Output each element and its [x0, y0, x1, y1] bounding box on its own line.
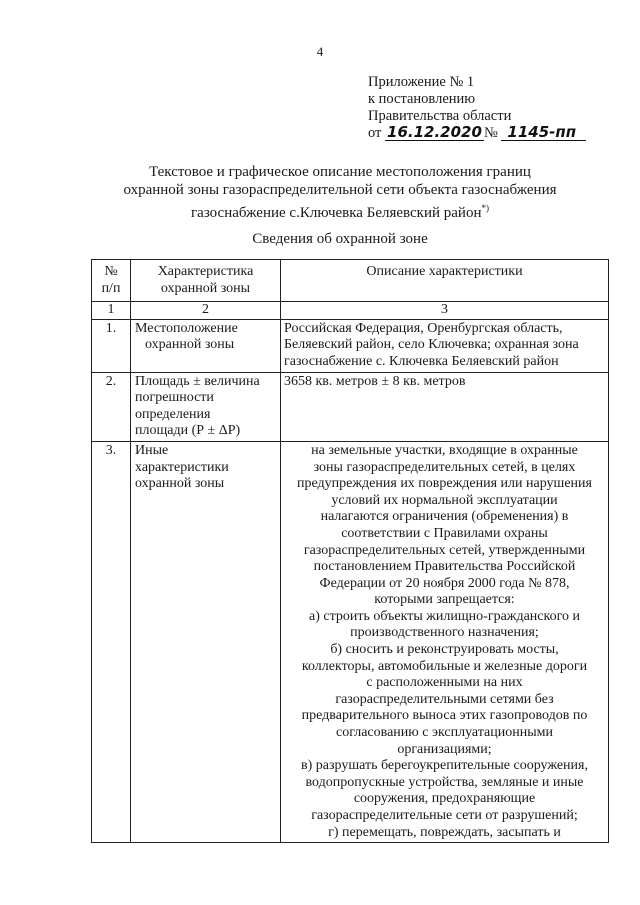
title-line-3: газоснабжение с.Ключевка Беляевский район*): [191, 203, 489, 221]
title-line-1: Текстовое и графическое описание местоположения границ: [149, 164, 531, 180]
section-subtitle: Сведения об охранной зоне: [252, 231, 428, 247]
column-number: 2: [131, 302, 281, 320]
page-number: 4: [316, 44, 324, 59]
row-characteristic: Иные характеристики охранной зоны: [131, 441, 281, 842]
row-number: 2.: [92, 372, 131, 441]
appendix-number-sign: №: [483, 125, 498, 141]
document-title: [0, 163, 640, 222]
appendix-date-handwritten: 16.12.2020: [387, 123, 482, 141]
footnote-mark: *): [481, 203, 489, 213]
table-row: [92, 319, 609, 372]
column-number: 1: [92, 302, 131, 320]
appendix-block: [368, 74, 586, 142]
row-description: Российская Федерация, Оренбургская область, Беляевский район, село Ключевка; охранная зона газоснабжение с. Ключевка Беляевский район: [281, 319, 609, 372]
row-number: 1.: [92, 319, 131, 372]
appendix-from-label: от: [368, 125, 382, 141]
header-num: № п/п: [92, 260, 131, 302]
row-description: 3658 кв. метров ± 8 кв. метров: [281, 372, 609, 441]
appendix-line-2: к постановлению: [368, 91, 476, 107]
row-number: 3.: [92, 441, 131, 842]
title-line-2: охранной зоны газораспределительной сети объекта газоснабжения: [123, 182, 557, 198]
zone-table: [91, 259, 609, 843]
row-characteristic: Площадь ± величина погрешности определения площади (Р ± ΔР): [131, 372, 281, 441]
column-number: 3: [281, 302, 609, 320]
table-row: [92, 372, 609, 441]
header-description: Описание характеристики: [281, 260, 609, 302]
header-characteristic: Характеристика охранной зоны: [131, 260, 281, 302]
appendix-date-line: [368, 125, 586, 142]
table-header-row: [92, 260, 609, 302]
row-description: на земельные участки, входящие в охранные зоны газораспределительных сетей, в целях предупреждения их повреждения или нарушения условий их нормальной эксплуатации налагаются ограничения (обременения) в соответствии с Правилами охраны газораспределительных сетей, утвержденными постановлением Правительства Российской Федерации от 20 ноября 2000 года № 878, которыми запрещается: а) строить объекты жилищно-гражданского и производственного назначения; б) сносить и реконструировать мосты, коллекторы, автомобильные и железные дороги с расположенными на них газораспределительными сетями без предварительного выноса этих газопроводов по согласованию с эксплуатационными организациями; в) разрушать берегоукрепительные сооружения, водопропускные устройства, земляные и иные сооружения, предохраняющие газораспределительные сети от разрушений; г) перемещать, повреждать, засыпать и: [281, 441, 609, 842]
appendix-line-3: Правительства области: [368, 108, 512, 124]
row-characteristic: Местоположение охранной зоны: [131, 319, 281, 372]
table-row: [92, 441, 609, 842]
appendix-line-1: Приложение № 1: [368, 74, 475, 90]
column-numbers-row: [92, 302, 609, 320]
appendix-number-handwritten: 1145-пп: [501, 125, 586, 141]
